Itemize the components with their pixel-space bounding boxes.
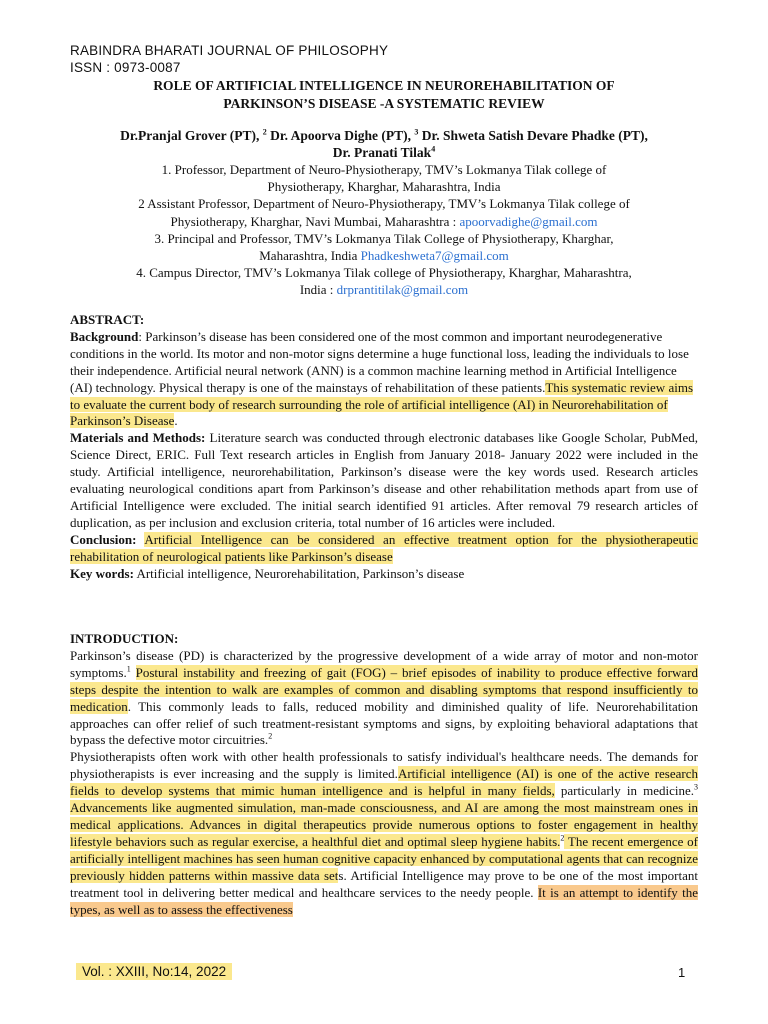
abstract-methods — [70, 430, 698, 531]
affiliations — [70, 161, 698, 299]
background-label: Background — [70, 328, 139, 344]
abstract-background — [70, 329, 698, 430]
affiliation-2-line-1: 2 Assistant Professor, Department of Neuro-Physiotherapy, TMV’s Lokmanya Tilak college of — [138, 196, 630, 212]
introduction-section — [70, 631, 698, 918]
keywords-label: Key words: — [70, 565, 134, 581]
citation-3: 3 — [694, 782, 698, 792]
methods-label: Materials and Methods: — [70, 430, 206, 446]
title-line-1: ROLE OF ARTIFICIAL INTELLIGENCE IN NEUROREHABILITATION OF — [153, 78, 615, 93]
affiliation-1-line-2: Physiotherapy, Kharghar, Maharashtra, India — [267, 179, 501, 195]
paper-title — [70, 77, 698, 113]
background-highlight: This systematic review aims to evaluate the current body of research surrounding the role of artificial intelligence (AI) in Neurorehabilitation of Parkinson’s Disease — [70, 379, 694, 429]
affiliation-4-line-2: India : — [299, 282, 337, 298]
affiliation-3-line-1: 3. Principal and Professor, TMV’s Lokmanya Tilak College of Physiotherapy, Kharghar, — [154, 230, 614, 246]
abstract-section — [70, 312, 698, 583]
journal-header — [70, 42, 388, 76]
affiliation-1-line-1: 1. Professor, Department of Neuro-Physiotherapy, TMV’s Lokmanya Tilak college of — [161, 162, 607, 177]
introduction-heading: INTRODUCTION: — [70, 631, 179, 646]
intro-p1-text-2: . This commonly leads to falls, reduced mobility and diminished quality of life. Neurorehabilitation approaches can offer relief of such treatment-resistant symptoms and signs, by exploiting behavioral adaptations that bypass the defective motor circuitries. — [70, 698, 698, 748]
page-number: 1 — [678, 965, 686, 980]
intro-p1-text: Parkinson’s disease (PD) is characterized by the progressive development of a wide array of motor and non-motor symptoms. — [70, 647, 698, 680]
author-3-mark: 3 — [414, 127, 419, 137]
conclusion-highlight: Artificial Intelligence can be considered an effective treatment option for the physiotherapeutic rehabilitation of neurological patients like Parkinson’s disease — [70, 531, 698, 564]
intro-p2-highlight-4: It is an attempt to identify the types, as well as to assess the effectiveness — [70, 884, 698, 917]
author-list — [70, 127, 698, 161]
author-2: Dr. Apoorva Dighe (PT), — [266, 128, 415, 143]
keywords-text: Artificial intelligence, Neurorehabilitation, Parkinson’s disease — [133, 565, 465, 581]
author-4: Dr. Pranati Tilak — [332, 145, 432, 160]
author-4-mark: 4 — [431, 144, 436, 154]
affiliation-3-line-2: Maharashtra, India — [259, 248, 361, 264]
abstract-conclusion — [70, 532, 698, 566]
email-link-2[interactable]: apoorvadighe@gmail.com — [459, 213, 598, 229]
author-1: Dr.Pranjal Grover (PT), — [120, 128, 263, 143]
citation-2b: 2 — [560, 833, 565, 843]
intro-p2-text-3: s. Artificial Intelligence may prove to be one of the most important treatment tool in delivering better medical and healthcare services to the needy people. — [70, 867, 698, 900]
intro-p2-highlight-2: Advancements like augmented simulation, man-made consciousness, and AI are among the most mainstream ones in medical applications. Advances in digital therapeutics provide numerous options to foster engagement in healthy lifestyle behaviors such as regular exercise, a healthful diet and optimal sleep hygiene habits. — [70, 800, 698, 849]
intro-p2-text: Physiotherapists often work with other health professionals to satisfy individual's healthcare needs. The demands for physiotherapists is ever increasing and the supply is limited. — [70, 749, 698, 782]
citation-2: 2 — [268, 732, 273, 742]
introduction-paragraph-2 — [70, 749, 698, 918]
intro-p2-highlight-3: The recent emergence of artificially intelligent machines has seen human cognitive capacity enhanced by computational agents that can recognize previously hidden patterns within massive data set — [70, 833, 698, 883]
affiliation-2-line-2: Physiotherapy, Kharghar, Navi Mumbai, Maharashtra : — [170, 213, 460, 229]
email-link-4[interactable]: drprantitilak@gmail.com — [336, 282, 469, 298]
background-end: . — [174, 413, 178, 429]
intro-p2-text-2: particularly in medicine. — [554, 783, 694, 799]
email-link-3[interactable]: Phadkeshweta7@gmail.com — [360, 248, 509, 264]
abstract-heading: ABSTRACT: — [70, 312, 145, 327]
citation-1: 1 — [126, 664, 131, 674]
abstract-keywords — [70, 566, 698, 583]
issn: ISSN : 0973-0087 — [70, 60, 181, 75]
journal-name: RABINDRA BHARATI JOURNAL OF PHILOSOPHY — [70, 43, 389, 58]
conclusion-label: Conclusion: — [70, 531, 137, 547]
author-3: Dr. Shweta Satish Devare Phadke (PT), — [418, 128, 648, 143]
intro-p2-highlight-1: Artificial intelligence (AI) is one of the active research fields to develop systems that mimic human intelligence and is helpful in many fields, — [70, 766, 698, 799]
title-line-2: PARKINSON’S DISEASE -A SYSTEMATIC REVIEW — [223, 96, 545, 111]
volume-footer: Vol. : XXIII, No:14, 2022 — [76, 963, 232, 980]
author-2-mark: 2 — [262, 127, 267, 137]
methods-text: Literature search was conducted through electronic databases like Google Scholar, PubMed, Science Direct, ERIC. Full Text research articles in English from January 2018- January 2022 were included in the study. Artificial intelligence, neurorehabilitation, Parkinson’s disease were the key words used. Research articles evaluating neurological conditions apart from Parkinson’s disease and other rehabilitation methods apart from use of Artificial Intelligence were excluded. The initial search identified 91 articles. After removal 79 research articles of duplication, as per inclusion and exclusion criteria, total number of 16 articles were included. — [70, 430, 699, 530]
introduction-paragraph-1 — [70, 648, 698, 749]
affiliation-4-line-1: 4. Campus Director, TMV’s Lokmanya Tilak college of Physiotherapy, Kharghar, Maharashtra, — [136, 265, 632, 281]
background-text: : Parkinson’s disease has been considered one of the most common and important neurodegenerative conditions in the world. Its motor and non-motor signs determine a huge functional loss, leading the individuals to lose their independence. Artificial neural network (ANN) is a common machine learning method in Artificial Intelligence (AI) technology. Physical therapy is one of the mainstays of rehabilitation of these patients. — [70, 328, 689, 395]
intro-p1-highlight: Postural instability and freezing of gait (FOG) – brief episodes of inability to produce effective forward steps despite the intention to walk are examples of common and disabling symptoms that respond insufficiently to medication — [70, 664, 698, 714]
